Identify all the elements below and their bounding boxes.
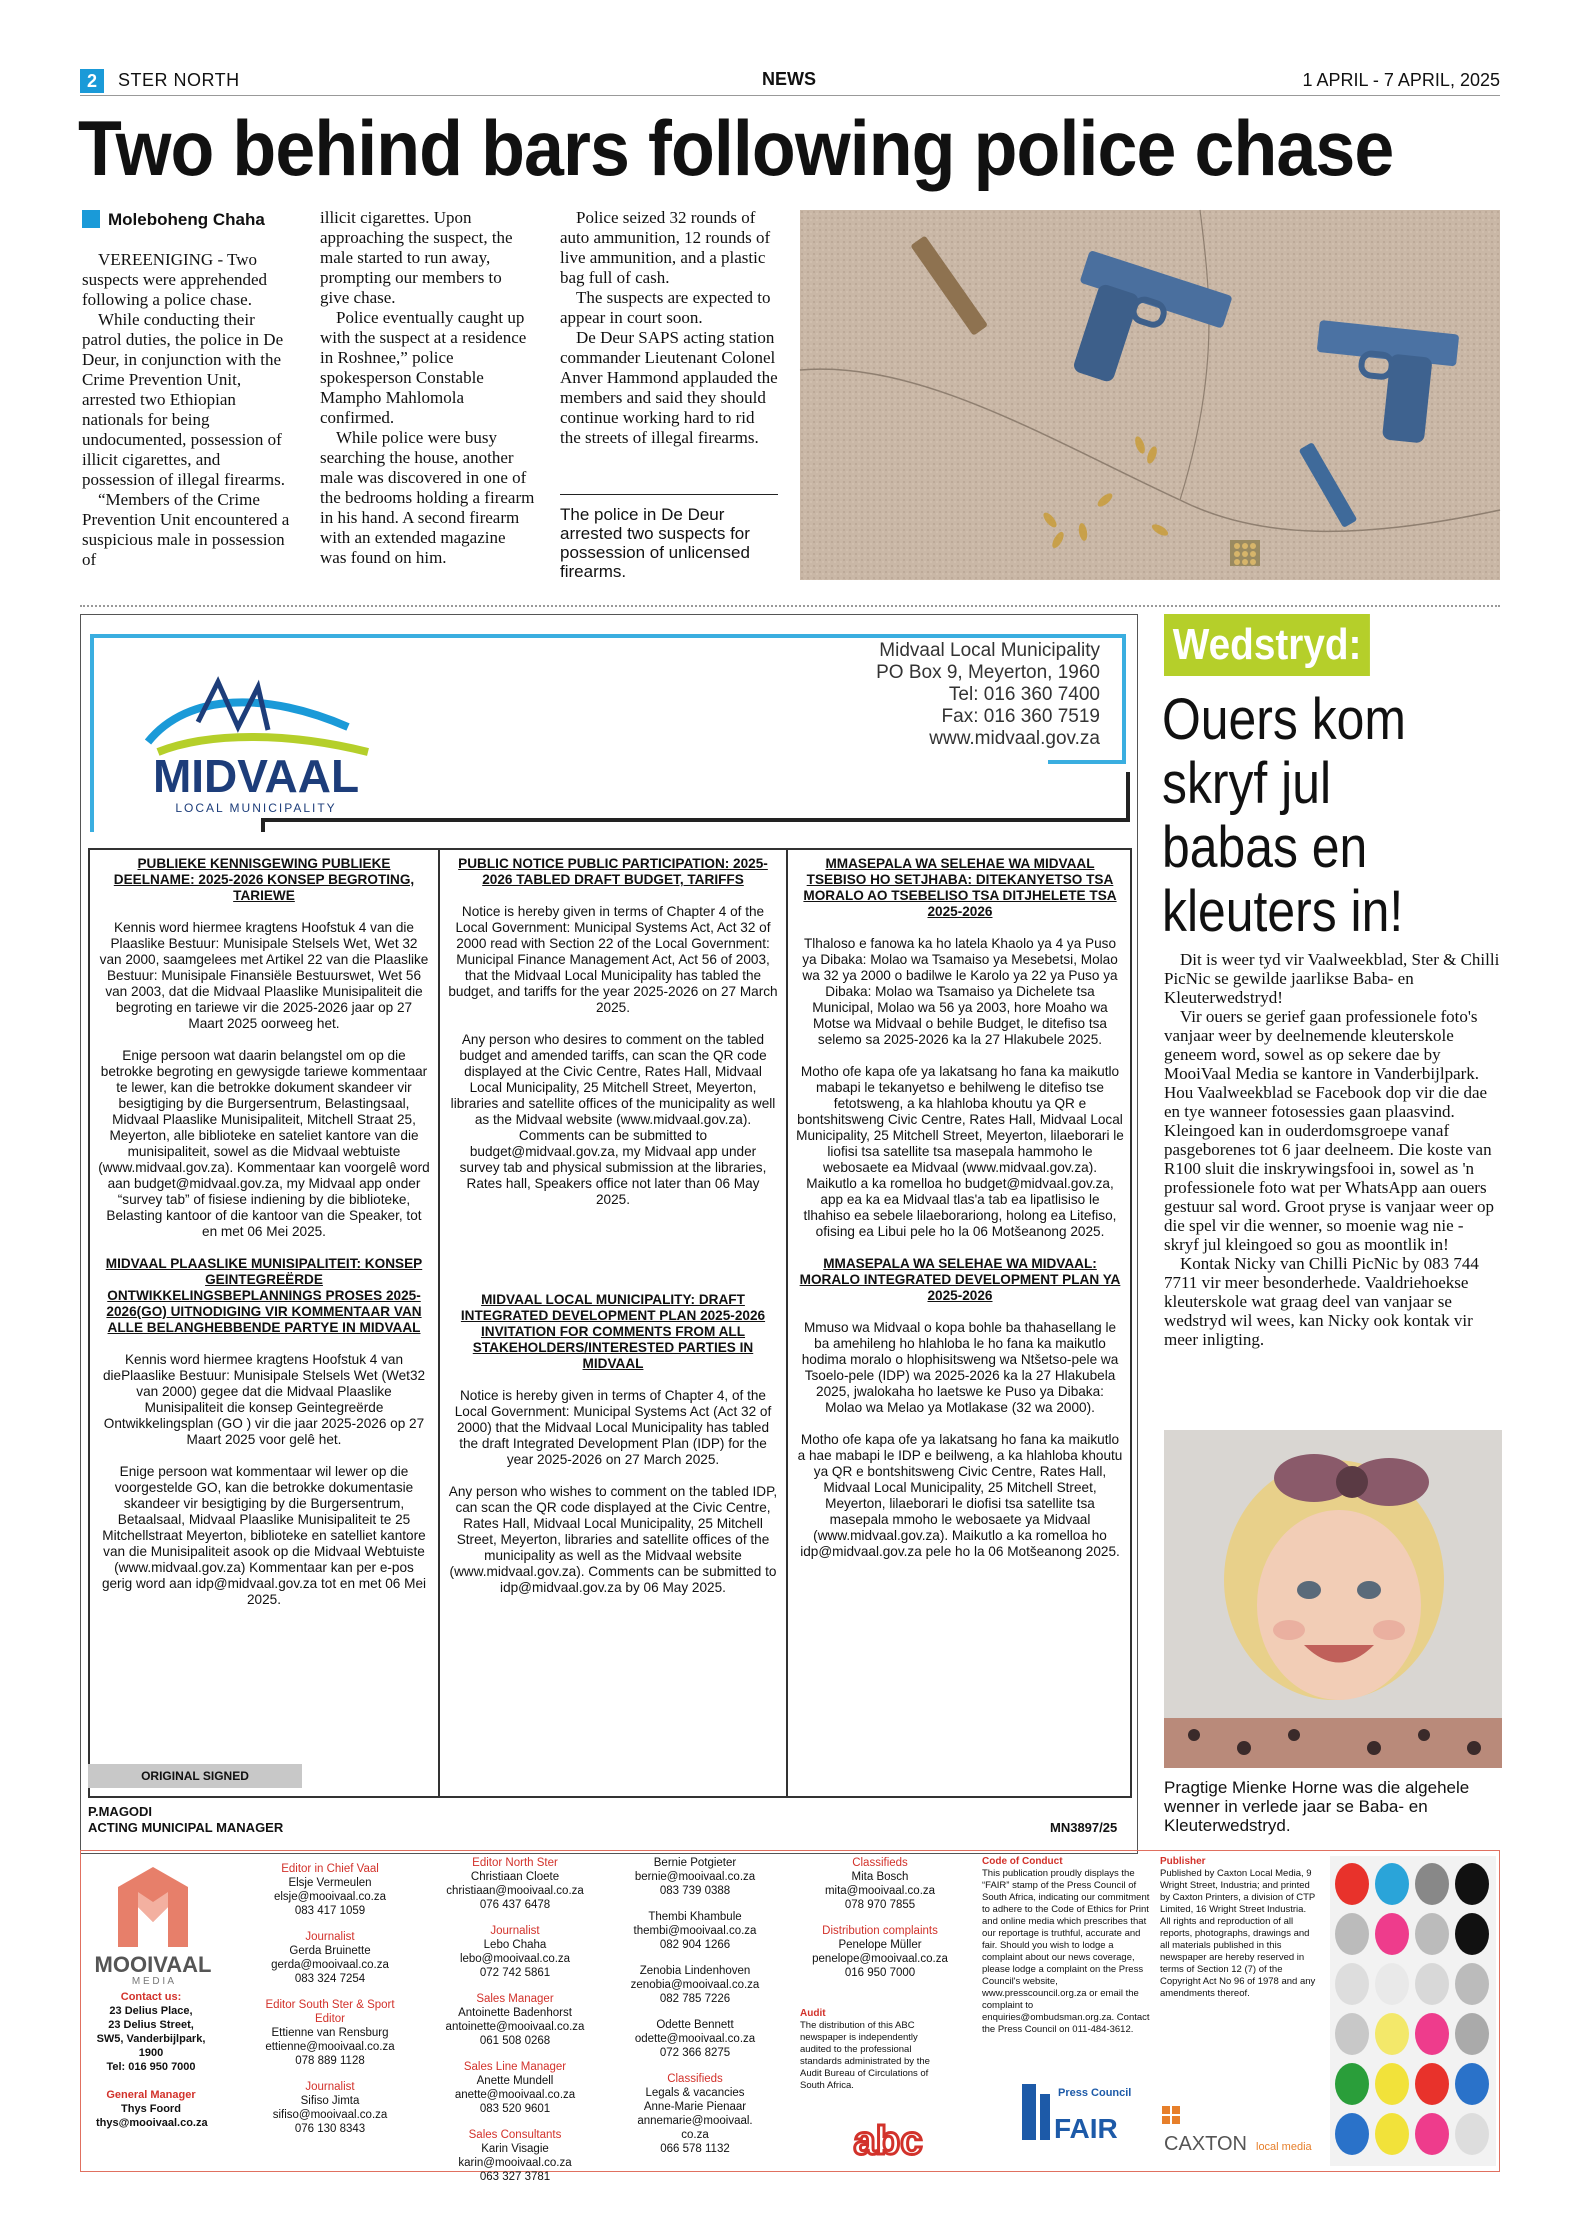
contact-us — [96, 1990, 206, 2130]
section-divider — [80, 605, 1500, 607]
svg-text:CAXTON: CAXTON — [1164, 2133, 1247, 2155]
colour-swatch — [1375, 2013, 1409, 2055]
category-label: NEWS — [762, 69, 816, 89]
contact-line: Tel: 016 360 7400 — [948, 684, 1100, 705]
print-colour-swatches — [1330, 1856, 1496, 2166]
colour-swatch — [1335, 2063, 1369, 2105]
staff-email: penelope@mooivaal.co.za — [812, 1953, 948, 1965]
paragraph: illicit cigarettes. Upon approaching the suspect, the male started to run away, prompting our members to give chase. — [320, 208, 513, 307]
headline: Two behind bars following police chase — [78, 104, 1394, 192]
caxton-logo — [1160, 2104, 1320, 2156]
paragraph: De Deur SAPS acting station commander Lieutenant Colonel Anver Hammond applauded the members and said they should continue working hard to rid the streets of illegal firearms. — [560, 328, 778, 447]
competition-body — [1164, 950, 1500, 1349]
staff-role: Sales Consultants — [468, 2129, 562, 2141]
abc-logo-icon — [840, 2118, 936, 2162]
contact-line: 1900 — [138, 2047, 164, 2059]
staff-phone: 082 904 1266 — [659, 1939, 731, 1951]
audit-title: Audit — [800, 2008, 826, 2019]
notice-paragraph: Any person who desires to comment on the tabled budget and amended tariffs, can scan the QR code displayed at the Civic Centre, Rates Hall, Midvaal Local Municipality, 25 Mitchell Street, Meyerton, libraries and satellite offices of the municipality as well as the Midvaal website (www.midvaal.gov.za). Comments can be submitted to budget@midvaal.gov.za, my Midvaal app under survey tab and physical submission at the libraries, Rates hall, Speakers office not later than 06 May 2025. — [450, 1032, 776, 1207]
staff-phone: 083 324 7254 — [294, 1973, 366, 1985]
colour-swatch — [1455, 2113, 1489, 2155]
staff-name: Odette Bennett — [656, 2019, 734, 2031]
staff-email: christiaan@mooivaal.co.za — [446, 1885, 584, 1897]
staff-email: gerda@mooivaal.co.za — [271, 1959, 389, 1971]
paragraph: Kontak Nicky van Chilli PicNic by 083 744 7711 vir meer besonderhede. Vaaldriehoekse kleuterskole wat graag deel van vanjaar se wedstryd wil wees, kan Nicky ook kontak vir meer inligting. — [1164, 1254, 1479, 1349]
article-column-3 — [560, 208, 778, 448]
staff-phone: 072 366 8275 — [659, 2047, 731, 2059]
staff-phone: 083 520 9601 — [479, 2103, 551, 2115]
press-council-fair-logo — [1018, 2078, 1132, 2150]
colour-swatch — [1455, 2063, 1489, 2105]
staff-name: Zenobia Lindenhoven — [639, 1965, 751, 1977]
notice-paragraph: Notice is hereby given in terms of Chapter 4 of the Local Government: Municipal Systems Act, Act 32 of 2000 read with Section 22 of the Local Government: Municipal Finance Management Act, Act 56 of 2003, that the Midvaal Local Municipality has tabled the budget, and tariffs for the year 2025-2026 on 27 March 2025. — [448, 904, 778, 1015]
audit-block — [800, 2008, 950, 2092]
staff-phone: 078 889 1128 — [295, 2055, 365, 2067]
colour-swatch — [1415, 2013, 1449, 2055]
notice-column-afrikaans — [90, 850, 438, 1796]
staff-name: Antoinette Badenhorst — [458, 2007, 572, 2019]
staff-role: Distribution complaints — [822, 1925, 938, 1937]
paragraph: While conducting their patrol duties, the police in De Deur, in conjunction with the Crime Prevention Unit, arrested two Ethiopian nationals for being undocumented, possession of illicit cigarettes, and possession of illegal firearms. — [82, 310, 286, 489]
staff-name: Anne-Marie Pienaar — [643, 2101, 747, 2113]
firearms-photo — [800, 210, 1500, 580]
conduct-title: Code of Conduct — [982, 1856, 1063, 1867]
staff-email: thembi@mooivaal.co.za — [633, 1925, 757, 1937]
signer-name: P.MAGODI — [88, 1804, 153, 1819]
colour-swatch — [1335, 1963, 1369, 2005]
notice-column-english — [438, 850, 786, 1796]
staff-email: elsje@mooivaal.co.za — [273, 1891, 387, 1903]
brand-sub: M E D I A — [131, 1976, 175, 1987]
contact-title: Contact us: — [120, 1991, 182, 2003]
notice-column-sesotho — [786, 850, 1132, 1796]
svg-text:FAIR: FAIR — [1054, 2113, 1118, 2144]
staff-name: Christiaan Cloete — [470, 1871, 560, 1883]
colour-swatch — [1455, 1963, 1489, 2005]
contact-line: SW5, Vanderbijlpark, — [96, 2033, 206, 2045]
notice-title: MIDVAAL PLAASLIKE MUNISIPALITEIT: KONSEP GEINTEGREËRDE ONTWIKKELINGSBEPLANNINGS PROSES 2025-2026(GO) UITNODIGING VIR KOMMENTAAR VAN ALLE BELANGHEBBENDE PARTYE IN MIDVAAL — [105, 1256, 423, 1335]
notice-paragraph: Kennis word hiermee kragtens Hoofstuk 4 van die Plaaslike Bestuur: Munisipale Stelsels Wet, Wet 32 van 2000, saamgelees met Artikel 22 van die Plaaslike Bestuur: Munisipale Finansiële Bestuurswet, Wet 56 van 2003, dat die Midvaal Plaaslike Munisipaliteit die begroting en tariewe vir die 2025-2026 jaar op 27 Maart 2025 oorweeg het. — [99, 920, 429, 1031]
competition-headline: Ouers kom skryf jul babas en kleuters in! — [1162, 687, 1406, 944]
staff-email: odette@mooivaal.co.za — [634, 2033, 756, 2045]
colour-swatch — [1375, 2063, 1409, 2105]
staff-email: anette@mooivaal.co.za — [454, 2089, 576, 2101]
staff-role: Editor North Ster — [472, 1857, 558, 1869]
staff-phone: 083 417 1059 — [294, 1905, 366, 1917]
staff-role: Classifieds — [667, 2073, 723, 2085]
staff-email: karin@mooivaal.co.za — [458, 2157, 572, 2169]
colour-swatch — [1455, 1913, 1489, 1955]
contact-line: 23 Delius Place, — [109, 2005, 193, 2017]
staff-name: Lebo Chaha — [483, 1939, 547, 1951]
notice-title: MMASEPALA WA SELEHAE WA MIDVAAL TSEBISO HO SETJHABA: DITEKANYETSO TSA MORALO AO TSEBELISO TSA DITJHELETE TSA 2025-2026 — [803, 856, 1117, 919]
paragraph: VEREENIGING - Two suspects were apprehended following a police chase. — [82, 250, 268, 309]
notice-title: PUBLIEKE KENNISGEWING PUBLIEKE DEELNAME: 2025-2026 KONSEP BEGROTING, TARIEWE — [113, 856, 415, 903]
staff-name: Anette Mundell — [476, 2075, 554, 2087]
gm-name: Thys Foord — [121, 2103, 181, 2115]
signatory — [88, 1804, 283, 1836]
staff-email: sifiso@mooivaal.co.za — [272, 2109, 388, 2121]
colour-swatch — [1375, 1963, 1409, 2005]
paragraph: Vir ouers se gerief gaan professionele foto's vanjaar weer by deelnemende kleuterskole geneem word, sowel as op sekere dae by MooiVaal Media se kantore in Vanderbijlpark. Hou Vaalweekblad se Facebook dop vir die dae en tye wanneer fotosessies gaan plaasvind. Kleingoed kan in ouderdomsgroepe vanaf pasgeborenes tot 6 jaar deelneem. Die koste van R100 sluit die inskrywingsfooi in, sowel as 'n professionele foto wat per WhatsApp aan ouers gestuur sal word. Groot pryse is vanjaar weer op die spel vir die wenner, so moenie wag nie - skryf jul kleingoed so gou as moontlik in! — [1164, 1007, 1494, 1254]
signer-title: ACTING MUNICIPAL MANAGER — [88, 1820, 284, 1835]
brand-name: MOOIVAAL — [94, 1952, 212, 1977]
staff-phone: 076 130 8343 — [294, 2123, 366, 2135]
paragraph: The suspects are expected to appear in court soon. — [560, 288, 771, 327]
contact-line: Tel: 016 950 7000 — [106, 2061, 196, 2073]
staff-column-4 — [800, 1856, 960, 1980]
section-label: STER NORTH — [118, 70, 240, 90]
contact-line: Midvaal Local Municipality — [879, 640, 1100, 661]
article-column-1 — [82, 250, 297, 570]
notice-title: MIDVAAL LOCAL MUNICIPALITY: DRAFT INTEGRATED DEVELOPMENT PLAN 2025-2026 INVITATION FOR COMMENTS FROM ALL STAKEHOLDERS/INTERESTED PARTIES IN MIDVAAL — [460, 1292, 766, 1371]
staff-email: ettienne@mooivaal.co.za — [265, 2041, 395, 2053]
colour-swatch — [1335, 2013, 1369, 2055]
staff-name: Ettienne van Rensburg — [271, 2027, 389, 2039]
colour-swatch — [1455, 1863, 1489, 1905]
staff-role: Sales Manager — [476, 1993, 554, 2005]
notice-paragraph: Notice is hereby given in terms of Chapter 4, of the Local Government: Municipal Systems Act (Act 32 of 2000) that the Midvaal Local Municipality has tabled the draft Integrated Development Plan (IDP) for the year 2025-2026 on 27 March 2025. — [454, 1388, 772, 1467]
article-column-2 — [320, 208, 535, 568]
staff-email: annemarie@mooivaal. — [637, 2115, 753, 2127]
staff-email: lebo@mooivaal.co.za — [459, 1953, 571, 1965]
staff-line: Legals & vacancies — [645, 2087, 745, 2099]
baby-photo — [1164, 1430, 1502, 1768]
colour-swatch — [1375, 1863, 1409, 1905]
staff-phone: 061 508 0268 — [479, 2035, 551, 2047]
colour-swatch — [1415, 2063, 1449, 2105]
paragraph: While police were busy searching the house, another male was discovered in one of the bedrooms holding a firearm in his hand. A second firearm with an extended magazine was found on him. — [320, 428, 535, 567]
page-number: 2 — [80, 69, 104, 93]
staff-column-2 — [440, 1856, 590, 2184]
logo-word: MIDVAAL — [152, 750, 360, 802]
staff-name: Thembi Khambule — [648, 1911, 742, 1923]
staff-name: Karin Visagie — [481, 2143, 549, 2155]
notice-reference: MN3897/25 — [1050, 1820, 1118, 1835]
colour-swatch — [1335, 1913, 1369, 1955]
svg-text:local media: local media — [1256, 2141, 1312, 2153]
svg-text:Press Council: Press Council — [1058, 2087, 1132, 2099]
caption-rule — [560, 494, 778, 495]
colour-swatch — [1375, 2113, 1409, 2155]
staff-role: Classifieds — [852, 1857, 908, 1869]
colour-swatch — [1415, 1963, 1449, 2005]
staff-column-1 — [260, 1862, 400, 2136]
baby-photo-caption: Pragtige Mienke Horne was die algehele wenner in verlede jaar se Baba- en Kleuterwedstryd. — [1164, 1778, 1470, 1835]
publisher-block — [1160, 1856, 1316, 2000]
colour-swatch — [1415, 1913, 1449, 1955]
notice-title: PUBLIC NOTICE PUBLIC PARTICIPATION: 2025-2026 TABLED DRAFT BUDGET, TARIFFS — [458, 856, 768, 887]
contact-line: Fax: 016 360 7519 — [941, 706, 1100, 727]
notice-paragraph: Enige persoon wat daarin belangstel om op die betrokke begroting en gewysigde tariewe kommentaar te lewer, kan die betrokke dokument skandeer vir besigtiging by die Burgersentrum, Belastingsaal, Midvaal Plaaslike Munisipaliteit, Mitchell Straat 25, Meyerton, alle biblioteke en sateliet kantore van die munisipaliteit, sowel as die Midvaal webtuiste (www.midvaal.gov.za). Kommentaar kan voorgelê word aan budget@midvaal.gov.za, my Midvaal app onder “survey tab” of fisiese indiening by die biblioteke, Belasting kantoor of die kantoor van die Speaker, tot en met 06 Mei 2025. — [98, 1048, 430, 1239]
colour-swatch — [1335, 2113, 1369, 2155]
notice-paragraph: Any person who wishes to comment on the tabled IDP, can scan the QR code displayed at the Civic Centre, Rates Hall, Midvaal Local Municipality, 25 Mitchell Street, Meyerton, libraries and satellite offices of the municipality as well as the Midvaal website (www.midvaal.gov.za). Comments can be submitted to idp@midvaal.gov.za by 06 May 2025. — [448, 1484, 778, 1595]
staff-phone: 076 437 6478 — [479, 1899, 551, 1911]
staff-phone: 078 970 7855 — [844, 1899, 916, 1911]
staff-role: Journalist — [305, 1931, 355, 1943]
mooivaal-logo-icon — [108, 1862, 198, 1952]
staff-name: Penelope Müller — [838, 1939, 922, 1951]
notice-table — [88, 848, 1132, 1798]
code-of-conduct — [982, 1856, 1152, 2036]
staff-phone: 063 327 3781 — [479, 2171, 551, 2183]
staff-role: Sales Line Manager — [463, 2061, 567, 2073]
publisher-text: Published by Caxton Local Media, 9 Wright Street, Industria; and printed by Caxton Printers, a division of CTP Limited, 16 Wright Street Industria. All rights and reproduction of all reports, photographs, drawings and all materials published in this newspaper are hereby reserved in terms of Section 12 (7) of the Copyright Act No 96 of 1978 and any amendments thereof. — [1160, 1868, 1316, 1999]
staff-phone: 082 785 7226 — [659, 1993, 731, 2005]
colour-swatch — [1415, 1863, 1449, 1905]
notice-title: MMASEPALA WA SELEHAE WA MIDVAAL: MORALO INTEGRATED DEVELOPMENT PLAN YA 2025-2026 — [799, 1256, 1121, 1303]
staff-email: co.za — [681, 2129, 709, 2141]
gm-role: General Manager — [106, 2089, 196, 2101]
notice-paragraph: Motho ofe kapa ofe ya lakatsang ho fana ka maikutlo mabapi le tekanyetso e behilweng le ditefiso tse fetotsweng, a ka hlahloba khoutu ya QR e bontshitsweng Civic Centre, Rates Hall, Midvaal Local Municipality, 25 Mitchell Street, Meyerton, lilaeborari le liofisi tsa satellite tsa masepala hammoho le webosaete ea Midvaal (www.midvaal.gov.za). Maikutlo a ka romelloa ho budget@midvaal.gov.za, app ea ka ea Midvaal tlas'a tab ea lipatlisiso le tlhahiso ea sebele lilaeborariong, holong ea Litefiso, ofising ea Libui pele ho la 06 Motšeanong 2025. — [796, 1064, 1124, 1239]
staff-name: Elsje Vermeulen — [288, 1877, 372, 1889]
staff-name: Mita Bosch — [851, 1871, 909, 1883]
audit-text: The distribution of this ABC newspaper is independently audited to the professional standards administrated by the Audit Bureau of Circulations of South Africa. — [800, 2020, 930, 2091]
staff-phone: 083 739 0388 — [659, 1885, 731, 1897]
issue-date: 1 APRIL - 7 APRIL, 2025 — [1302, 70, 1500, 90]
staff-phone: 072 742 5861 — [479, 1967, 551, 1979]
staff-name: Sifiso Jimta — [300, 2095, 360, 2107]
colour-swatch — [1455, 2013, 1489, 2055]
colour-swatch — [1375, 1913, 1409, 1955]
paragraph: Dit is weer tyd vir Vaalweekblad, Ster & Chilli PicNic se gewilde jaarlikse Baba- en Kleuterwedstryd! — [1164, 950, 1500, 1007]
contact-line: 23 Delius Street, — [108, 2019, 194, 2031]
staff-role: Journalist — [305, 2081, 355, 2093]
photo-caption: The police in De Deur arrested two suspects for possession of unlicensed firearms. — [560, 505, 750, 581]
notice-paragraph: Mmuso wa Midvaal o kopa bohle ba thahasellang le ba amehileng ho hlahloba le ho fana ka maikutlo hodima moralo o hlophisitsweng wa Ntšetso-pele wa Tsoelo-pele (IDP) wa 2025-2026 ka la 27 Hlakubela 2025, jwalokaha ho laetswe ke Puso ya Dibaka: Molao wa Melao ya Motlakase (32 wa 2000). — [801, 1320, 1119, 1415]
publisher-title: Publisher — [1160, 1856, 1206, 1867]
staff-email: bernie@mooivaal.co.za — [634, 1871, 756, 1883]
staff-phone: 066 578 1132 — [660, 2143, 730, 2155]
byline-name: Moleboheng Chaha — [108, 210, 265, 229]
conduct-text: This publication proudly displays the “FAIR” stamp of the Press Council of South Africa, indicating our commitment to adhere to the Code of Ethics for Print and online media which prescribes that our reportage is truthful, accurate and fair. Should you wish to lodge a complaint about our news coverage, please lodge a complaint on the Press Council's website, www.presscouncil.org.za or email the complaint to enquiries@ombudsman.org.za. Contact the Press Council on 011-484-3612. — [982, 1868, 1150, 2035]
header-rule — [80, 95, 1500, 96]
svg-text:abc: abc — [853, 2119, 923, 2163]
staff-name: Bernie Potgieter — [653, 1857, 737, 1869]
notice-paragraph: Tlhaloso e fanowa ka ho latela Khaolo ya 4 ya Puso ya Dibaka: Molao wa Tsamaiso ya Mesebetsi, Molao wa 32 ya 2000 o badilwe le Karolo ya 22 ya Puso ya Dibaka: Molao wa Tsamaiso ya Dichelete tsa Municipal, Molao wa 56 ya 2003, hore Moaho wa Motse wa Midvaal o behile Budget, le ditefiso tsa selemo sa 2025-2026 ka la 27 Hlakubele 2025. — [802, 936, 1118, 1047]
contact-line: www.midvaal.gov.za — [929, 728, 1100, 749]
notice-paragraph: Enige persoon wat kommentaar wil lewer op die voorgestelde GO, kan die betrokke dokumentasie skandeer vir besigtiging by die Burgersentrum, Betaalsaal, Midvaal Plaaslike Munisipaliteit te 25 Mitchellstraat Meyerton, biblioteke en satelliet kantore van die Munisipaliteit asook op die Midvaal Webtuiste (www.midvaal.gov.za) Kommentaar kan per e-pos gerig word aan idp@midvaal.gov.za tot en met 06 Mei 2025. — [101, 1464, 427, 1607]
staff-name: Gerda Bruinette — [289, 1945, 371, 1957]
original-signed-label: ORIGINAL SIGNED — [88, 1764, 302, 1788]
notice-paragraph: Kennis word hiermee kragtens Hoofstuk 4 van diePlaaslike Bestuur: Munisipale Stelsels Wet (Wet32 van 2000) gegee dat die Midvaal Plaaslike Munisipaliteit die konsep Geintegreërde Ontwikkelingsplan (GO ) vir die jaar 2025-2026 op 27 Maart 2025 voor gelê het. — [102, 1352, 426, 1447]
staff-role: Journalist — [490, 1925, 540, 1937]
competition-tag: Wedstryd: — [1164, 614, 1370, 676]
staff-column-3 — [620, 1856, 770, 2156]
municipality-contact — [876, 640, 1100, 750]
logo-sub: LOCAL MUNICIPALITY — [175, 801, 337, 815]
colour-swatch — [1335, 1863, 1369, 1905]
staff-role: Editor in Chief Vaal — [281, 1863, 379, 1875]
staff-email: antoinette@mooivaal.co.za — [445, 2021, 585, 2033]
paragraph: Police seized 32 rounds of auto ammunition, 12 rounds of live ammunition, and a plastic bag full of cash. — [560, 208, 771, 287]
staff-role: Editor South Ster & Sport Editor — [265, 1999, 395, 2025]
paragraph: “Members of the Crime Prevention Unit encountered a suspicious male in possession of — [82, 490, 290, 569]
staff-phone: 016 950 7000 — [844, 1967, 916, 1979]
byline — [82, 210, 292, 230]
gm-email: thys@mooivaal.co.za — [96, 2117, 208, 2129]
byline-marker — [82, 210, 100, 228]
staff-email: zenobia@mooivaal.co.za — [630, 1979, 760, 1991]
contact-line: PO Box 9, Meyerton, 1960 — [876, 662, 1100, 683]
notice-paragraph: Motho ofe kapa ofe ya lakatsang ho fana ka maikutlo a hae mabapi le IDP e beilweng, a ka hlahloba khoutu ya QR e bontshitsweng Civic Centre, Rates Hall, Midvaal Local Municipality, 25 Mitchell Street, Meyerton, lilaeborari le diofisi tsa satellite tsa masepala mmoho le webosaete ya Midvaal (www.midvaal.gov.za). Maikutlo a ka romelloa ho idp@midvaal.gov.za pele ho la 06 Motšeanong 2025. — [797, 1432, 1123, 1559]
staff-email: mita@mooivaal.co.za — [824, 1885, 936, 1897]
paragraph: Police eventually caught up with the suspect at a residence in Roshnee,” police spokesperson Constable Mampho Mahlomola confirmed. — [320, 308, 527, 427]
colour-swatch — [1415, 2113, 1449, 2155]
